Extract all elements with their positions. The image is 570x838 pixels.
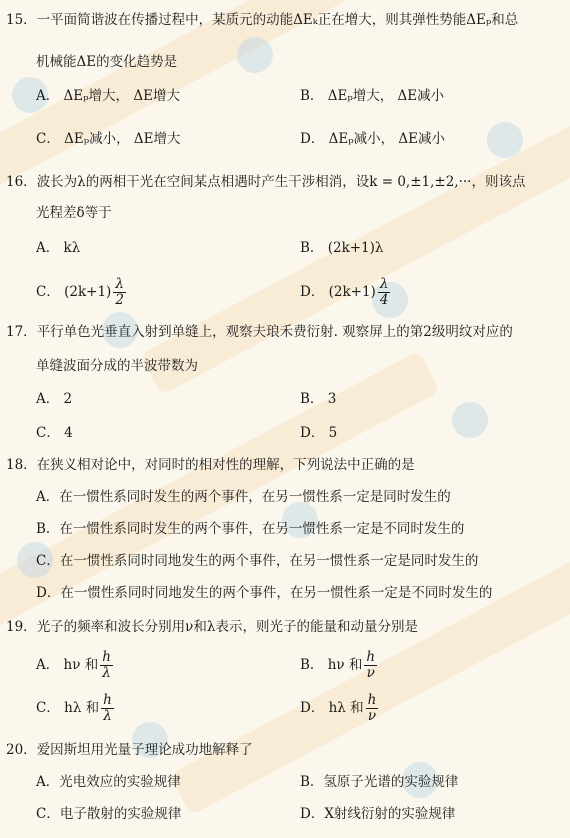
fraction xyxy=(378,277,391,308)
option-18-b[interactable]: B．在一惯性系同时发生的两个事件，在另一惯性系一定是不同时发生的 xyxy=(36,521,465,537)
fraction xyxy=(100,650,113,681)
fraction xyxy=(366,693,379,724)
question-18-stem xyxy=(6,456,415,474)
question-text: 光子的频率和波长分别用ν和λ表示，则光子的能量和动量分别是 xyxy=(36,619,418,635)
option-20-c[interactable]: C．电子散射的实验规律 xyxy=(36,806,182,822)
fraction-denominator: 2 xyxy=(115,292,124,308)
fraction-numerator: λ xyxy=(379,276,389,292)
fraction-numerator: h xyxy=(102,649,111,665)
question-text: 爱因斯坦用光量子理论成功地解释了 xyxy=(36,742,253,758)
question-16-stem-line2: 光程差δ等于 xyxy=(36,205,112,221)
fraction-numerator: h xyxy=(367,692,377,708)
fraction-denominator: λ xyxy=(103,708,112,724)
option-prefix: A． hν 和 xyxy=(36,657,99,673)
option-15-b[interactable]: B． ΔEₚ增大， ΔE减小 xyxy=(300,88,445,104)
question-number: 18． xyxy=(6,457,37,473)
question-20-stem xyxy=(6,741,253,759)
question-number: 19． xyxy=(6,619,37,635)
question-19-stem xyxy=(6,618,418,636)
option-18-c[interactable]: C．在一惯性系同时同地发生的两个事件，在另一惯性系一定是同时发生的 xyxy=(36,553,479,569)
option-17-c[interactable]: C． 4 xyxy=(36,425,73,441)
option-15-d[interactable]: D． ΔEₚ减小， ΔE减小 xyxy=(300,131,446,147)
option-20-a[interactable]: A．光电效应的实验规律 xyxy=(36,774,181,790)
question-text: 波长为λ的两相干光在空间某点相遇时产生干涉相消，设k = 0,±1,±2,···，则该点 xyxy=(36,174,526,190)
question-15-stem-line1 xyxy=(6,11,518,29)
fraction-denominator: 4 xyxy=(379,292,389,308)
fraction-denominator: λ xyxy=(102,665,111,681)
question-15-stem-line2: 机械能ΔE的变化趋势是 xyxy=(36,54,178,70)
option-16-d[interactable] xyxy=(300,277,392,308)
fraction-numerator: h xyxy=(103,692,112,708)
question-17-stem-line2: 单缝波面分成的半波带数为 xyxy=(36,358,198,374)
fraction xyxy=(113,277,126,308)
question-number: 15． xyxy=(6,12,37,28)
option-prefix: D． hλ 和 xyxy=(300,700,364,716)
question-text: 在狭义相对论中，对同时的相对性的理解，下列说法中正确的是 xyxy=(36,457,415,473)
option-20-d[interactable]: D．X射线衍射的实验规律 xyxy=(300,806,456,822)
option-16-a[interactable]: A． kλ xyxy=(36,240,81,256)
option-17-b[interactable]: B． 3 xyxy=(300,391,337,407)
option-19-d[interactable] xyxy=(300,693,380,724)
option-19-b[interactable] xyxy=(300,650,379,681)
fraction-denominator: ν xyxy=(367,708,377,724)
fraction xyxy=(364,650,377,681)
option-18-a[interactable]: A．在一惯性系同时发生的两个事件，在另一惯性系一定是同时发生的 xyxy=(36,489,451,505)
question-16-stem-line1 xyxy=(6,173,525,191)
option-16-b[interactable]: B． (2k+1)λ xyxy=(300,240,384,256)
option-prefix: C． hλ 和 xyxy=(36,700,100,716)
option-17-a[interactable]: A． 2 xyxy=(36,391,73,407)
fraction-denominator: ν xyxy=(366,665,375,681)
question-number: 16． xyxy=(6,174,37,190)
option-15-a[interactable]: A． ΔEₚ增大， ΔE增大 xyxy=(36,88,180,104)
option-15-c[interactable]: C． ΔEₚ减小， ΔE增大 xyxy=(36,131,181,147)
option-16-c[interactable] xyxy=(36,277,128,308)
fraction-numerator: h xyxy=(366,649,376,665)
option-20-b[interactable]: B．氢原子光谱的实验规律 xyxy=(300,774,459,790)
question-number: 17． xyxy=(6,324,37,340)
option-18-d[interactable]: D．在一惯性系同时同地发生的两个事件，在另一惯性系一定是不同时发生的 xyxy=(36,585,493,601)
option-17-d[interactable]: D． 5 xyxy=(300,425,338,441)
question-number: 20． xyxy=(6,742,37,758)
question-text: 一平面简谐波在传播过程中，某质元的动能ΔEₖ正在增大，则其弹性势能ΔEₚ和总 xyxy=(36,12,519,28)
question-text: 平行单色光垂直入射到单缝上，观察夫琅禾费衍射. 观察屏上的第2级明纹对应的 xyxy=(36,324,513,340)
option-19-a[interactable] xyxy=(36,650,115,681)
fraction-numerator: λ xyxy=(115,276,124,292)
fraction xyxy=(101,693,114,724)
option-prefix: B． hν 和 xyxy=(300,657,363,673)
option-prefix: C． (2k+1) xyxy=(36,284,112,300)
option-19-c[interactable] xyxy=(36,693,116,724)
option-prefix: D． (2k+1) xyxy=(300,284,376,300)
question-17-stem-line1 xyxy=(6,323,513,341)
